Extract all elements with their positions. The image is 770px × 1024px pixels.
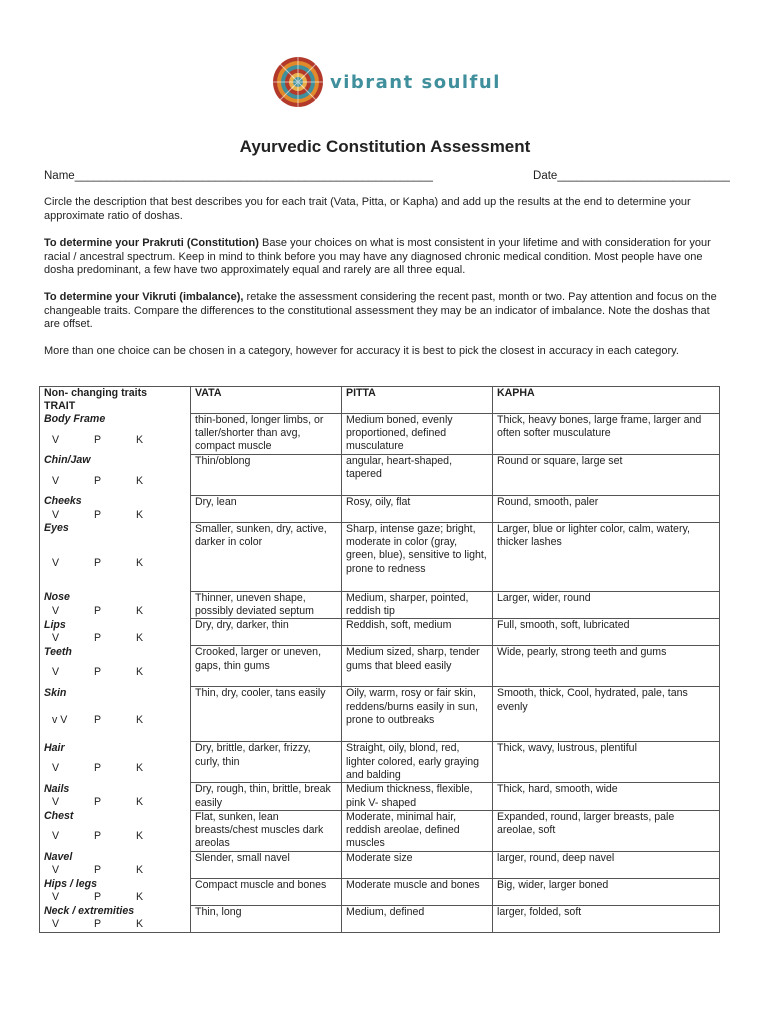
trait-cell [40, 413, 191, 454]
pitta-description[interactable]: Rosy, oily, flat [342, 495, 493, 522]
vata-description[interactable]: thin-boned, longer limbs, or taller/shorter than avg, compact muscle [191, 413, 342, 454]
trait-cell [40, 810, 191, 851]
vikruti-heading: To determine your Vikruti (imbalance), [44, 291, 244, 303]
kapha-description[interactable]: Expanded, round, larger breasts, pale areolae, soft [493, 810, 720, 851]
trait-cell [40, 522, 191, 591]
trait-name: Hips / legs [44, 878, 97, 891]
trait-name: Teeth [44, 645, 72, 658]
pitta-description[interactable]: angular, heart-shaped, tapered [342, 454, 493, 495]
vikruti-paragraph [44, 291, 724, 332]
dosha-choices [44, 830, 186, 843]
dosha-choices [44, 714, 186, 727]
name-field[interactable]: Name________________________________________________________ [44, 170, 433, 182]
choice-v[interactable]: V [52, 474, 60, 487]
choice-v[interactable]: V [52, 433, 60, 446]
choice-p[interactable]: P [94, 556, 102, 569]
table-row [40, 851, 720, 878]
section-label: Non- changing traits [44, 387, 147, 399]
choice-k[interactable]: K [136, 508, 144, 521]
kapha-description[interactable]: larger, round, deep navel [493, 851, 720, 878]
vata-description[interactable]: Dry, dry, darker, thin [191, 619, 342, 646]
choice-p[interactable]: P [94, 864, 102, 877]
vata-header: VATA [191, 387, 342, 414]
kapha-description[interactable]: Thick, wavy, lustrous, plentiful [493, 742, 720, 783]
choice-k[interactable]: K [136, 796, 144, 809]
choice-p[interactable]: P [94, 796, 102, 809]
pitta-description[interactable]: Reddish, soft, medium [342, 619, 493, 646]
dosha-choices [44, 762, 186, 775]
table-row [40, 810, 720, 851]
pitta-description[interactable]: Oily, warm, rosy or fair skin, reddens/burns easily in sun, prone to outbreaks [342, 687, 493, 742]
trait-name: Nose [44, 591, 70, 604]
trait-cell [40, 783, 191, 810]
table-row [40, 687, 720, 742]
kapha-description[interactable]: Full, smooth, soft, lubricated [493, 619, 720, 646]
kapha-description[interactable]: larger, folded, soft [493, 905, 720, 933]
table-row [40, 591, 720, 618]
choice-v[interactable]: V [52, 918, 60, 931]
choice-p[interactable]: P [94, 474, 102, 487]
trait-name: Body Frame [44, 413, 106, 426]
pitta-description[interactable]: Medium, sharper, pointed, reddish tip [342, 591, 493, 618]
pitta-description[interactable]: Medium sized, sharp, tender gums that bleed easily [342, 646, 493, 687]
vata-description[interactable]: Slender, small navel [191, 851, 342, 878]
choice-p[interactable]: P [94, 433, 102, 446]
trait-name: Skin [44, 686, 67, 699]
prakruti-heading: To determine your Prakruti (Constitution) [44, 237, 259, 249]
kapha-description[interactable]: Thick, heavy bones, large frame, larger and often softer musculature [493, 413, 720, 454]
choice-p[interactable]: P [94, 918, 102, 931]
choice-v[interactable]: V [52, 762, 60, 775]
trait-cell [40, 646, 191, 687]
table-row [40, 454, 720, 495]
choice-v[interactable]: v V [52, 714, 68, 727]
dosha-choices [44, 864, 186, 877]
vata-description[interactable]: Smaller, sunken, dry, active, darker in color [191, 522, 342, 591]
choice-k[interactable]: K [136, 433, 144, 446]
kapha-description[interactable]: Wide, pearly, strong teeth and gums [493, 646, 720, 687]
choice-k[interactable]: K [136, 864, 144, 877]
vata-description[interactable]: Flat, sunken, lean breasts/chest muscles dark areolas [191, 810, 342, 851]
dosha-choices [44, 475, 186, 488]
choice-p[interactable]: P [94, 891, 102, 904]
note-text: More than one choice can be chosen in a category, however for accuracy it is best to pick the closest in accuracy in each category. [44, 345, 679, 357]
trait-header: TRAIT [44, 400, 76, 413]
trait-cell [40, 878, 191, 905]
pitta-description[interactable]: Moderate muscle and bones [342, 878, 493, 905]
table-row [40, 646, 720, 687]
pitta-description[interactable]: Straight, oily, blond, red, lighter colored, early graying and balding [342, 742, 493, 783]
trait-name: Hair [44, 741, 65, 754]
pitta-description[interactable]: Medium boned, evenly proportioned, defined musculature [342, 413, 493, 454]
choice-p[interactable]: P [94, 604, 102, 617]
pitta-description[interactable]: Medium, defined [342, 905, 493, 933]
vata-description[interactable]: Dry, rough, thin, brittle, break easily [191, 783, 342, 810]
kapha-header: KAPHA [493, 387, 720, 414]
pitta-description[interactable]: Medium thickness, flexible, pink V- shaped [342, 783, 493, 810]
trait-name: Chest [44, 810, 74, 823]
vata-description[interactable]: Thin, long [191, 905, 342, 933]
trait-cell [40, 905, 191, 933]
pitta-description[interactable]: Moderate size [342, 851, 493, 878]
assessment-table [39, 386, 720, 933]
choice-k[interactable]: K [136, 891, 144, 904]
intro-text: Circle the description that best describes you for each trait (Vata, Pitta, or Kapha) and add up the results at the end to determine your approximate ratio of doshas. [44, 196, 691, 222]
choice-p[interactable]: P [94, 632, 102, 645]
vata-description[interactable]: Crooked, larger or uneven, gaps, thin gums [191, 646, 342, 687]
trait-name: Nails [44, 782, 70, 795]
table-row [40, 905, 720, 933]
choice-k[interactable]: K [136, 918, 144, 931]
trait-cell [40, 851, 191, 878]
choice-p[interactable]: P [94, 830, 102, 843]
kapha-description[interactable]: Round, smooth, paler [493, 495, 720, 522]
choice-v[interactable]: V [52, 891, 60, 904]
vata-description[interactable]: Thin, dry, cooler, tans easily [191, 687, 342, 742]
kapha-description[interactable]: Thick, hard, smooth, wide [493, 783, 720, 810]
dosha-choices [44, 434, 186, 447]
table-row [40, 619, 720, 646]
trait-cell [40, 619, 191, 646]
choice-k[interactable]: K [136, 474, 144, 487]
page-title: Ayurvedic Constitution Assessment [239, 137, 531, 156]
table-row [40, 413, 720, 454]
choice-k[interactable]: K [136, 666, 144, 679]
choice-k[interactable]: K [136, 762, 144, 775]
trait-cell [40, 742, 191, 783]
kapha-description[interactable]: Big, wider, larger boned [493, 878, 720, 905]
pitta-description[interactable]: Moderate, minimal hair, reddish areolae, defined muscles [342, 810, 493, 851]
kapha-description[interactable]: Larger, blue or lighter color, calm, watery, thicker lashes [493, 522, 720, 591]
choice-v[interactable]: V [52, 508, 60, 521]
prakruti-paragraph [44, 237, 724, 278]
mandala-icon [272, 56, 324, 108]
choice-p[interactable]: P [94, 762, 102, 775]
dosha-choices [44, 918, 186, 931]
trait-cell [40, 454, 191, 495]
table-row [40, 742, 720, 783]
vikruti-text: retake the assessment considering the recent past, month or two. Pay attention and focus on the changeable traits. Compare the differences to the constitutional assessment they may be an indicator of imbalance. Note the doshas that are offset. [44, 291, 717, 330]
pitta-header: PITTA [342, 387, 493, 414]
dosha-choices [44, 796, 186, 809]
choice-v[interactable]: V [52, 604, 60, 617]
trait-name: Lips [44, 618, 66, 631]
dosha-choices [44, 557, 186, 570]
choice-k[interactable]: K [136, 556, 144, 569]
vata-description[interactable]: Thin/oblong [191, 454, 342, 495]
choice-k[interactable]: K [136, 604, 144, 617]
kapha-description[interactable]: Larger, wider, round [493, 591, 720, 618]
table-header-row [40, 387, 720, 414]
kapha-description[interactable]: Round or square, large set [493, 454, 720, 495]
kapha-description[interactable]: Smooth, thick, Cool, hydrated, pale, tans evenly [493, 687, 720, 742]
dosha-choices [44, 632, 186, 645]
vata-description[interactable]: Dry, brittle, darker, frizzy, curly, thin [191, 742, 342, 783]
choice-p[interactable]: P [94, 714, 102, 727]
choice-k[interactable]: K [136, 632, 144, 645]
dosha-choices [44, 666, 186, 679]
date-field[interactable]: Date___________________________ [533, 170, 730, 182]
dosha-choices [44, 605, 186, 618]
pitta-description[interactable]: Sharp, intense gaze; bright, moderate in color (gray, green, blue), sensitive to light, prone to redness [342, 522, 493, 591]
choice-v[interactable]: V [52, 556, 60, 569]
trait-name: Eyes [44, 522, 69, 535]
brand-logo [272, 56, 501, 108]
trait-name: Cheeks [44, 495, 82, 508]
choice-p[interactable]: P [94, 666, 102, 679]
choice-v[interactable]: V [52, 864, 60, 877]
dosha-choices [44, 509, 186, 522]
vata-description[interactable]: Thinner, uneven shape, possibly deviated septum [191, 591, 342, 618]
choice-v[interactable]: V [52, 796, 60, 809]
vata-description[interactable]: Compact muscle and bones [191, 878, 342, 905]
vata-description[interactable]: Dry, lean [191, 495, 342, 522]
choice-k[interactable]: K [136, 714, 144, 727]
trait-cell [40, 687, 191, 742]
trait-cell [40, 495, 191, 522]
dosha-choices [44, 891, 186, 904]
table-row [40, 522, 720, 591]
choice-v[interactable]: V [52, 830, 60, 843]
name-date-line [44, 170, 730, 182]
trait-cell [40, 591, 191, 618]
choice-v[interactable]: V [52, 666, 60, 679]
brand-name: vibrant soulful [330, 71, 501, 93]
choice-p[interactable]: P [94, 508, 102, 521]
trait-name: Navel [44, 851, 73, 864]
trait-name: Neck / extremities [44, 905, 135, 918]
table-row [40, 783, 720, 810]
choice-k[interactable]: K [136, 830, 144, 843]
table-row [40, 495, 720, 522]
trait-name: Chin/Jaw [44, 454, 91, 467]
choice-v[interactable]: V [52, 632, 60, 645]
prakruti-text: Base your choices on what is most consistent in your lifetime and with consideration for your racial / ancestral spectrum. Keep in mind to think before you may have any diagnosed chronic medical condition. Most people have one dosha predominant, a few have two approximately equal and rarely are all three equal. [44, 237, 711, 276]
table-row [40, 878, 720, 905]
